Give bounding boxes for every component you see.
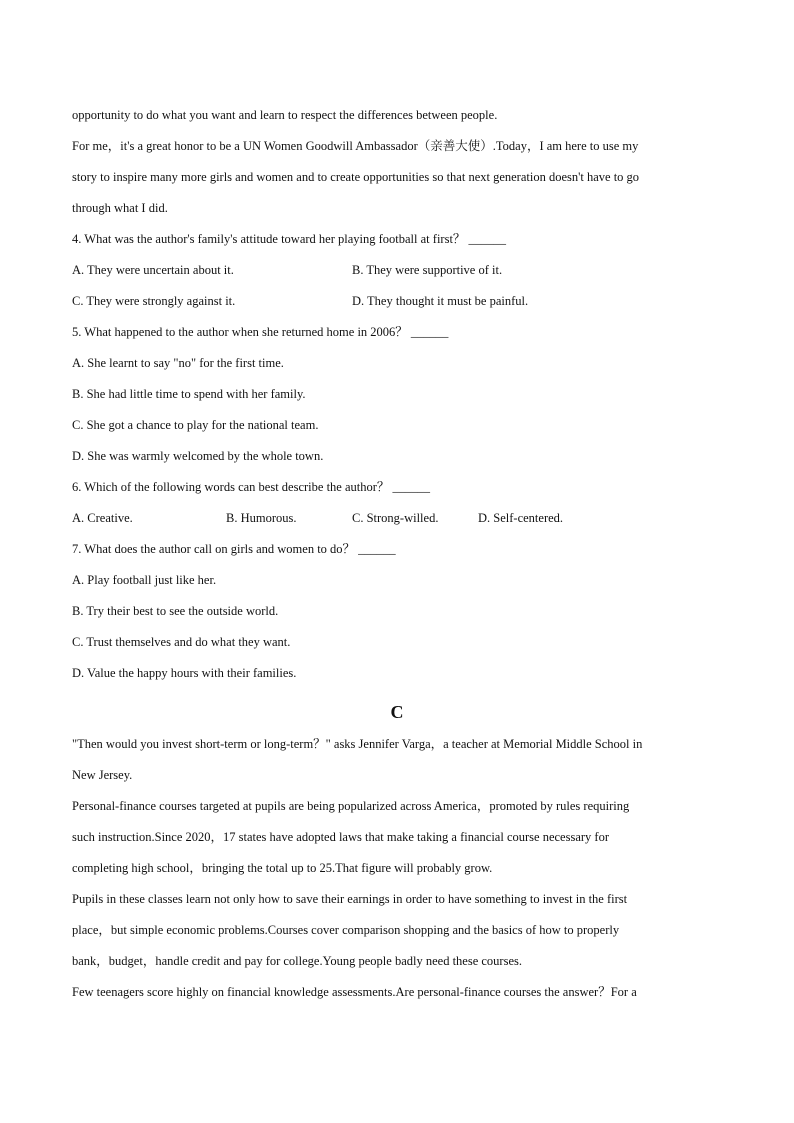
passage-line: For me，it's a great honor to be a UN Women Goodwill Ambassador（亲善大使）.Today，I am here to use my (72, 139, 639, 153)
option-d: D. She was warmly welcomed by the whole town. (72, 449, 324, 463)
passage-line: place，but simple economic problems.Courses cover comparison shopping and the basics of how to properly (72, 923, 620, 937)
passage-line: "Then would you invest short-term or long-term？" asks Jennifer Varga，a teacher at Memorial Middle School in (72, 737, 643, 751)
passage-line: New Jersey. (72, 768, 133, 782)
passage-line: through what I did. (72, 201, 168, 215)
question-5-stem: 5. What happened to the author when she returned home in 2006？ ______ (72, 325, 449, 339)
option-b: B. Humorous. (226, 511, 297, 525)
option-d: D. Self-centered. (478, 511, 564, 525)
passage-line: Personal-finance courses targeted at pupils are being popularized across America，promoted by rules requiring (72, 799, 630, 813)
question-4-options-row-2 (72, 286, 722, 317)
section-heading-c: C (390, 702, 404, 722)
option-a: A. They were uncertain about it. (72, 263, 234, 277)
question-7-stem: 7. What does the author call on girls and women to do？ ______ (72, 542, 396, 556)
passage-line: completing high school，bringing the total up to 25.That figure will probably grow. (72, 861, 493, 875)
option-c: C. Strong-willed. (352, 511, 439, 525)
passage-line: such instruction.Since 2020，17 states have adopted laws that make taking a financial course necessary for (72, 830, 609, 844)
document-page (72, 100, 722, 1008)
passage-line: bank，budget，handle credit and pay for college.Young people badly need these courses. (72, 954, 522, 968)
option-c: C. Trust themselves and do what they want. (72, 635, 291, 649)
question-6-options-row (72, 503, 722, 534)
question-4-options-row-1 (72, 255, 722, 286)
option-a: A. She learnt to say "no" for the first time. (72, 356, 284, 370)
option-d: D. They thought it must be painful. (352, 294, 529, 308)
option-b: B. Try their best to see the outside world. (72, 604, 279, 618)
option-c: C. She got a chance to play for the national team. (72, 418, 319, 432)
passage-line: opportunity to do what you want and learn to respect the differences between people. (72, 108, 498, 122)
passage-line: Pupils in these classes learn not only how to save their earnings in order to have something to invest in the first (72, 892, 628, 906)
option-c: C. They were strongly against it. (72, 294, 236, 308)
option-b: B. They were supportive of it. (352, 263, 503, 277)
option-a: A. Play football just like her. (72, 573, 217, 587)
option-a: A. Creative. (72, 511, 133, 525)
question-6-stem: 6. Which of the following words can best describe the author？ ______ (72, 480, 431, 494)
option-b: B. She had little time to spend with her family. (72, 387, 306, 401)
option-d: D. Value the happy hours with their families. (72, 666, 297, 680)
question-4-stem: 4. What was the author's family's attitude toward her playing football at first？ ______ (72, 232, 507, 246)
passage-line: story to inspire many more girls and women and to create opportunities so that next generation doesn't have to go (72, 170, 640, 184)
passage-line: Few teenagers score highly on financial knowledge assessments.Are personal-finance courses the answer？For a (72, 985, 637, 999)
